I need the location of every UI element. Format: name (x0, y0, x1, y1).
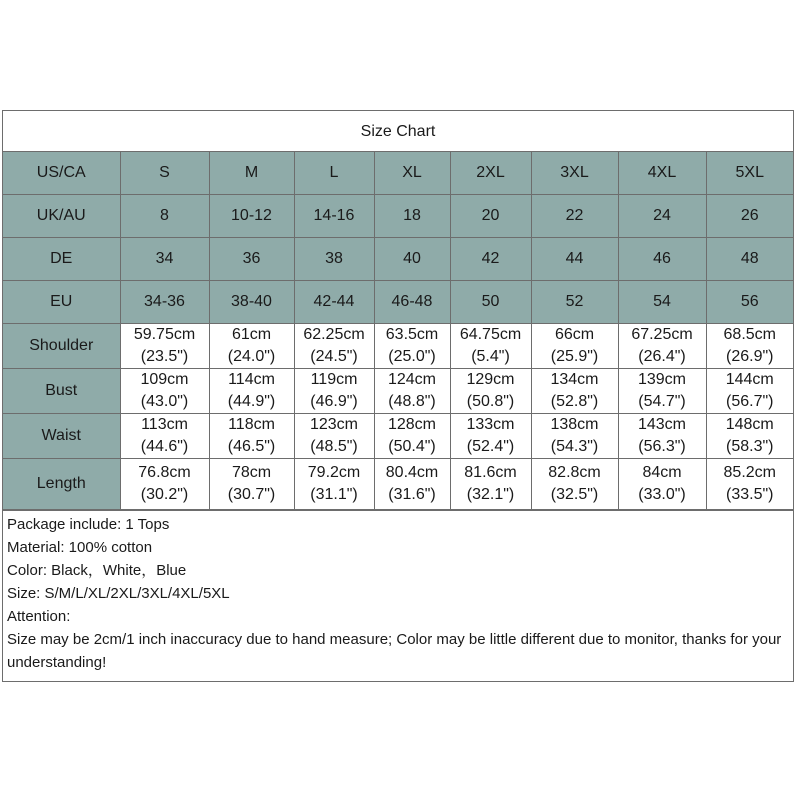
measure-cm: 61cm (231, 326, 272, 343)
measure-row-waist (3, 414, 793, 459)
measure-label: Shoulder (3, 324, 120, 369)
measure-cell (374, 324, 450, 369)
measure-cell (618, 324, 706, 369)
measure-inch: (25.9") (550, 348, 599, 365)
row-label: EU (3, 281, 120, 324)
measure-inch: (24.0") (227, 348, 276, 365)
measure-label: Length (3, 459, 120, 510)
size-cell: XL (374, 152, 450, 195)
measure-inch: (58.3") (726, 438, 774, 455)
size-row-de (3, 238, 793, 281)
measure-cell (706, 459, 793, 510)
measure-cm: 76.8cm (138, 464, 191, 481)
measure-inch: (46.9") (310, 393, 358, 410)
measure-inch: (44.9") (227, 393, 276, 410)
measure-cm: 66cm (554, 326, 595, 343)
size-cell: 38-40 (209, 281, 294, 324)
size-cell: 34 (120, 238, 209, 281)
size-row-us-ca (3, 152, 793, 195)
measure-cm: 80.4cm (385, 464, 439, 481)
size-cell: 14-16 (294, 195, 374, 238)
measure-inch: (50.4") (388, 438, 436, 455)
measure-cell (618, 369, 706, 414)
measure-cell (618, 459, 706, 510)
size-row-uk-au (3, 195, 793, 238)
measure-inch: (30.7") (227, 486, 276, 503)
measure-cm: 123cm (309, 416, 359, 433)
size-row-eu (3, 281, 793, 324)
row-label: UK/AU (3, 195, 120, 238)
measure-inch: (32.1") (466, 486, 515, 503)
size-cell: 44 (531, 238, 618, 281)
measure-cm: 62.25cm (303, 326, 365, 343)
measure-cell (706, 414, 793, 459)
measure-cell (374, 414, 450, 459)
size-chart (2, 110, 794, 682)
measure-cell (618, 414, 706, 459)
measure-cm: 67.25cm (631, 326, 693, 343)
measure-cell (294, 459, 374, 510)
measure-cell (531, 459, 618, 510)
measure-cm: 79.2cm (307, 464, 361, 481)
measure-cell (294, 324, 374, 369)
measure-inch: (46.5") (227, 438, 276, 455)
measure-cell (450, 459, 531, 510)
measure-cm: 68.5cm (723, 326, 776, 343)
measure-cell (294, 414, 374, 459)
size-cell: 3XL (531, 152, 618, 195)
measure-cm: 133cm (466, 416, 515, 433)
size-table (3, 152, 793, 510)
measure-cell (531, 414, 618, 459)
measure-cell (706, 369, 793, 414)
size-cell: 38 (294, 238, 374, 281)
measure-cm: 84cm (642, 464, 682, 481)
measure-cm: 129cm (466, 371, 515, 388)
measure-row-length (3, 459, 793, 510)
measure-inch: (33.5") (726, 486, 774, 503)
measure-cell (120, 459, 209, 510)
measure-cm: 128cm (387, 416, 437, 433)
measure-inch: (30.2") (140, 486, 189, 503)
size-cell: 5XL (706, 152, 793, 195)
measure-cell (374, 369, 450, 414)
measure-inch: (44.6") (140, 438, 189, 455)
size-cell: 40 (374, 238, 450, 281)
measure-inch: (52.8") (550, 393, 599, 410)
measure-cm: 119cm (310, 371, 358, 388)
measure-cell (706, 324, 793, 369)
size-cell: 8 (120, 195, 209, 238)
note-size: Size: S/M/L/XL/2XL/3XL/4XL/5XL (7, 585, 230, 602)
size-cell: 48 (706, 238, 793, 281)
measure-cell (450, 324, 531, 369)
size-cell: 24 (618, 195, 706, 238)
measure-cm: 124cm (387, 371, 437, 388)
measure-inch: (54.7") (638, 393, 686, 410)
measure-cell (120, 369, 209, 414)
measure-inch: (5.4") (471, 348, 510, 365)
measure-cell (450, 369, 531, 414)
measure-inch: (43.0") (140, 393, 189, 410)
measure-inch: (50.8") (466, 393, 515, 410)
measure-cell (120, 414, 209, 459)
measure-cell (531, 369, 618, 414)
row-label: DE (3, 238, 120, 281)
size-cell: 26 (706, 195, 793, 238)
measure-label: Waist (3, 414, 120, 459)
size-cell: 56 (706, 281, 793, 324)
measure-inch: (25.0") (388, 348, 436, 365)
measure-cm: 114cm (228, 371, 275, 388)
measure-cm: 64.75cm (459, 326, 522, 343)
measure-cm: 148cm (725, 416, 774, 433)
measure-cell (209, 459, 294, 510)
size-cell: 36 (209, 238, 294, 281)
size-cell: 42-44 (294, 281, 374, 324)
measure-cm: 138cm (550, 416, 599, 433)
measure-cm: 144cm (725, 371, 774, 388)
measure-cm: 59.75cm (133, 326, 196, 343)
measure-inch: (56.3") (638, 438, 686, 455)
measure-cm: 118cm (228, 416, 275, 433)
measure-inch: (33.0") (638, 486, 686, 503)
measure-cm: 82.8cm (548, 464, 601, 481)
measure-inch: (23.5") (140, 348, 189, 365)
measure-cm: 139cm (637, 371, 687, 388)
note-attention-heading: Attention: (7, 608, 71, 625)
measure-cell (531, 324, 618, 369)
size-cell: 46 (618, 238, 706, 281)
measure-cell (450, 414, 531, 459)
measure-cm: 113cm (141, 416, 188, 433)
size-cell: 22 (531, 195, 618, 238)
measure-inch: (54.3") (550, 438, 599, 455)
measure-cell (374, 459, 450, 510)
measure-inch: (52.4") (466, 438, 515, 455)
measure-cell (209, 414, 294, 459)
size-cell: 18 (374, 195, 450, 238)
size-cell: 4XL (618, 152, 706, 195)
size-cell: 52 (531, 281, 618, 324)
size-cell: 54 (618, 281, 706, 324)
note-attention-text: Size may be 2cm/1 inch inaccuracy due to hand measure; Color may be little different due to monitor, thanks for your understanding! (7, 631, 782, 671)
measure-inch: (48.8") (388, 393, 436, 410)
measure-cell (209, 369, 294, 414)
measure-inch: (31.1") (310, 486, 358, 503)
size-cell: 50 (450, 281, 531, 324)
size-cell: L (294, 152, 374, 195)
measure-inch: (56.7") (726, 393, 774, 410)
measure-inch: (26.9") (726, 348, 774, 365)
measure-inch: (48.5") (310, 438, 358, 455)
measure-row-shoulder (3, 324, 793, 369)
product-notes (3, 510, 793, 674)
measure-label: Bust (3, 369, 120, 414)
size-cell: 42 (450, 238, 531, 281)
size-cell: 10-12 (209, 195, 294, 238)
size-cell: 20 (450, 195, 531, 238)
measure-inch: (26.4") (638, 348, 686, 365)
size-cell: 34-36 (120, 281, 209, 324)
measure-cm: 85.2cm (723, 464, 776, 481)
measure-inch: (31.6") (388, 486, 436, 503)
note-package: Package include: 1 Tops (7, 516, 170, 533)
note-material: Material: 100% cotton (7, 539, 153, 556)
row-label: US/CA (3, 152, 120, 195)
measure-inch: (24.5") (310, 348, 358, 365)
measure-cell (294, 369, 374, 414)
size-cell: 2XL (450, 152, 531, 195)
size-chart-title: Size Chart (3, 111, 793, 152)
measure-cell (209, 324, 294, 369)
size-cell: M (209, 152, 294, 195)
measure-cm: 81.6cm (464, 464, 517, 481)
size-cell: 46-48 (374, 281, 450, 324)
measure-row-bust (3, 369, 793, 414)
measure-inch: (32.5") (550, 486, 599, 503)
measure-cm: 143cm (637, 416, 687, 433)
measure-cm: 78cm (231, 464, 272, 481)
size-cell: S (120, 152, 209, 195)
measure-cm: 134cm (550, 371, 599, 388)
measure-cm: 63.5cm (385, 326, 439, 343)
measure-cell (120, 324, 209, 369)
note-color: Color: Black，White，Blue (7, 562, 187, 579)
measure-cm: 109cm (140, 371, 189, 388)
